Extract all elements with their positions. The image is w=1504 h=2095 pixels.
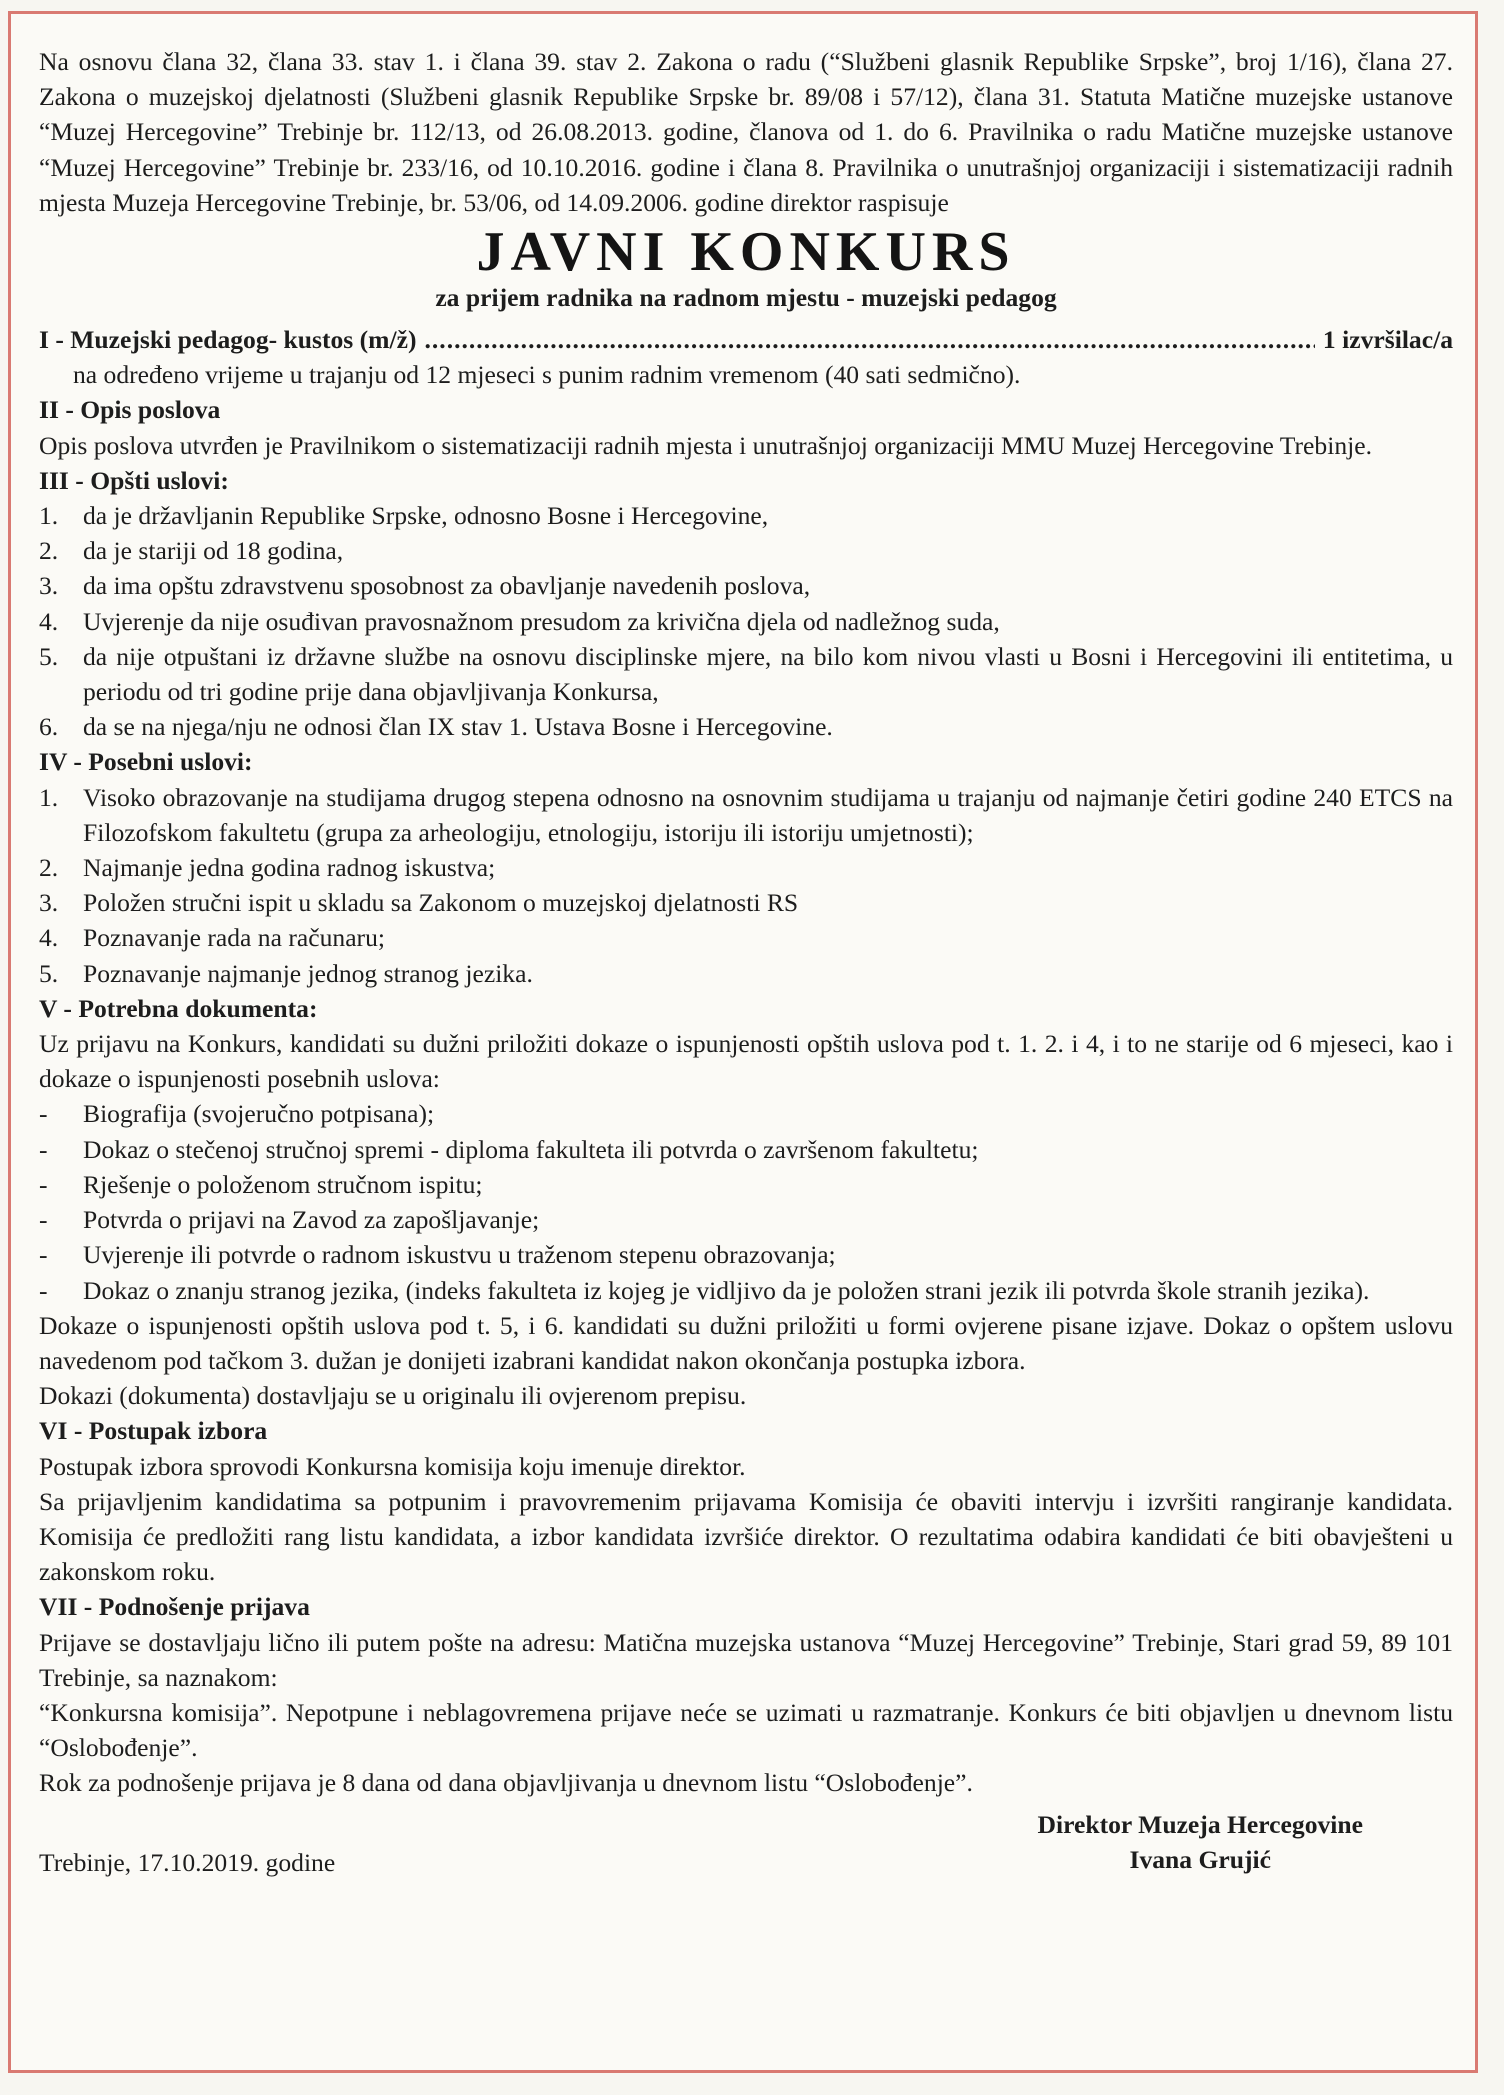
item-text: da je državljanin Republike Srpske, odnosno Bosne i Hercegovine, <box>83 501 769 531</box>
item-dash: - <box>39 1099 48 1129</box>
item-number: 2. <box>39 853 59 883</box>
item-text: Poznavanje najmanje jednog stranog jezika. <box>83 958 533 988</box>
place-and-date: Trebinje, 17.10.2019. godine <box>39 1847 336 1877</box>
item-dash: - <box>39 1169 48 1199</box>
page-subtitle: za prijem radnika na radnom mjestu - muzejski pedagog <box>435 283 1057 313</box>
page-title: JAVNI KONKURS <box>476 221 1016 284</box>
list-item <box>39 920 1453 955</box>
item-number: 2. <box>39 536 59 566</box>
item-dash: - <box>39 1205 48 1235</box>
item-number: 3. <box>39 888 59 918</box>
position-label: I - Muzejski pedagog- kustos (m/ž) <box>39 325 417 355</box>
item-dash: - <box>39 1240 48 1270</box>
section-7-paragraph-2: “Konkursna komisija”. Nepotpune i neblagovremena prijave neće se uzimati u razmatranje. Konkurs će biti objavljen u dnevnom listu “Oslobođenje”. <box>39 1697 1453 1763</box>
list-item <box>39 850 1453 885</box>
item-text: Najmanje jedna godina radnog iskustva; <box>83 853 496 883</box>
section-3-heading: III - Opšti uslovi: <box>39 465 229 495</box>
item-number: 5. <box>39 641 59 671</box>
list-item <box>39 568 1453 603</box>
section-6-paragraph-2: Sa prijavljenim kandidatima sa potpunim i pravovremenim prijavama Komisija će obaviti intervju i izvršiti rangiranje kandidata. Komisija će predložiti rang listu kandidata, a izbor kandidata izvršiće direktor. O rezultatima odabira kandidati će biti obavješteni u zakonskom roku. <box>39 1486 1453 1587</box>
list-item <box>39 498 1453 533</box>
section-4-heading: IV - Posebni uslovi: <box>39 747 253 777</box>
footer <box>39 1807 1453 1887</box>
section-5-heading: V - Potrebna dokumenta: <box>39 993 318 1023</box>
signature-title: Direktor Muzeja Hercegovine <box>1037 1809 1363 1839</box>
item-text: Biografija (svojeručno potpisana); <box>83 1099 435 1129</box>
signature-block <box>1037 1807 1363 1877</box>
list-item <box>39 1096 1453 1131</box>
section-5-outro-1: Dokaze o ispunjenosti opštih uslova pod t. 5, i 6. kandidati su dužni priložiti u formi ovjerene pisane izjave. Dokaz o opštem uslovu navedenom pod tačkom 3. dužan je donijeti izabrani kandidat nakon okončanja postupka izbora. <box>39 1310 1453 1375</box>
special-conditions-list <box>39 780 1453 991</box>
section-5-intro: Uz prijavu na Konkurs, kandidati su dužni priložiti dokaze o ispunjenosti opštih uslova pod t. 1. 2. i 4, i to ne starije od 6 mjeseci, kao i dokaze o ispunjenosti posebnih uslova: <box>39 1029 1453 1094</box>
list-item <box>39 533 1453 568</box>
list-item <box>39 639 1453 709</box>
section-7-heading: VII - Podnošenje prijava <box>39 1592 310 1622</box>
item-text: Uvjerenje da nije osuđivan pravosnažnom presudom za krivična djela od nadležnog suda, <box>83 606 1000 636</box>
item-dash: - <box>39 1134 48 1164</box>
signature-name: Ivana Grujić <box>1129 1844 1271 1874</box>
section-7-paragraph-3: Rok za podnošenje prijava je 8 dana od dana objavljivanja u dnevnom listu “Oslobođenje”. <box>39 1768 973 1798</box>
section-5-outro-2: Dokazi (dokumenta) dostavljaju se u originalu ili ovjerenom prepisu. <box>39 1381 747 1411</box>
item-text: Poznavanje rada na računaru; <box>83 923 385 953</box>
item-text: da je stariji od 18 godina, <box>83 536 344 566</box>
item-number: 1. <box>39 501 59 531</box>
item-text: Uvjerenje ili potvrde o radnom iskustvu u traženom stepenu obrazovanja; <box>83 1240 836 1270</box>
item-text: Potvrda o prijavi na Zavod za zapošljavanje; <box>83 1205 540 1235</box>
list-item <box>39 956 1453 991</box>
position-detail: na određeno vrijeme u trajanju od 12 mjeseci s punim radnim vremenom (40 sati sedmično). <box>73 360 1021 390</box>
list-item <box>39 1167 1453 1202</box>
list-item <box>39 1273 1453 1308</box>
item-number: 6. <box>39 712 59 742</box>
section-6-heading: VI - Postupak izbora <box>39 1416 268 1446</box>
item-dash: - <box>39 1275 48 1305</box>
section-2-heading: II - Opis poslova <box>39 395 221 425</box>
list-item <box>39 1202 1453 1237</box>
section-7-paragraph-1: Prijave se dostavljaju lično ili putem pošte na adresu: Matična muzejska ustanova “Muzej Hercegovine” Trebinje, Stari grad 59, 89 101 Trebinje, sa naznakom: <box>39 1627 1453 1692</box>
general-conditions-list <box>39 498 1453 744</box>
announcement-content <box>39 44 1453 1887</box>
position-count: 1 izvršilac/a <box>1322 325 1453 355</box>
item-text: Dokaz o znanju stranog jezika, (indeks fakulteta iz kojeg je vidljivo da je položen strani jezik ili potvrda škole stranih jezika). <box>83 1275 1370 1305</box>
item-text: Rješenje o položenom stručnom ispitu; <box>83 1169 483 1199</box>
section-6-paragraph-1: Postupak izbora sprovodi Konkursna komisija koju imenuje direktor. <box>39 1451 746 1481</box>
item-text: da se na njega/nju ne odnosi član IX stav 1. Ustava Bosne i Hercegovine. <box>83 712 833 742</box>
item-number: 4. <box>39 923 59 953</box>
list-item <box>39 1132 1453 1167</box>
list-item <box>39 780 1453 850</box>
list-item <box>39 885 1453 920</box>
item-text: Visoko obrazovanje na studijama drugog stepena odnosno na osnovnim studijama u trajanju od najmanje četiri godine 240 ETCS na Filozofskom fakultetu (grupa za arheologiju, etnologiju, istoriju ili istoriju umjetnosti); <box>83 782 1453 847</box>
list-item <box>39 1237 1453 1272</box>
section-2-text: Opis poslova utvrđen je Pravilnikom o sistematizaciji radnih mjesta i unutrašnjoj organizaciji MMU Muzej Hercegovine Trebinje. <box>39 430 1372 460</box>
item-text: Položen stručni ispit u skladu sa Zakonom o muzejskoj djelatnosti RS <box>83 888 799 918</box>
intro-paragraph: Na osnovu člana 32, člana 33. stav 1. i člana 39. stav 2. Zakona o radu (“Službeni glasnik Republike Srpske”, broj 1/16), člana 27. Zakona o muzejskoj djelatnosti (Službeni glasnik Republike Srpske br. 89/08 i 57/12), člana 31. Statuta Matične muzejske ustanove “Muzej Hercegovine” Trebinje br. 112/13, od 26.08.2013. godine, članova od 1. do 6. Pravilnika o radu Matične muzejske ustanove “Muzej Hercegovine” Trebinje br. 233/16, od 10.10.2016. godine i člana 8. Pravilnika o unutrašnjoj organizaciji i sistematizaciji radnih mjesta Muzeja Hercegovine Trebinje, br. 53/06, od 14.09.2006. godine direktor raspisuje <box>39 47 1453 217</box>
item-number: 4. <box>39 606 59 636</box>
item-text: da ima opštu zdravstvenu sposobnost za obavljanje navedenih poslova, <box>83 571 811 601</box>
item-number: 1. <box>39 782 59 812</box>
documents-list <box>39 1096 1453 1307</box>
list-item <box>39 604 1453 639</box>
item-number: 5. <box>39 958 59 988</box>
dot-leader <box>425 322 1315 357</box>
position-line <box>39 322 1453 357</box>
list-item <box>39 709 1453 744</box>
announcement-page <box>8 11 1478 2073</box>
item-number: 3. <box>39 571 59 601</box>
item-text: Dokaz o stečenoj stručnoj spremi - diploma fakulteta ili potvrda o završenom fakultetu; <box>83 1134 979 1164</box>
item-text: da nije otpuštani iz državne službe na osnovu disciplinske mjere, na bilo kom nivou vlasti u Bosni i Hercegovini ili entitetima, u periodu od tri godine prije dana objavljivanja Konkursa, <box>83 641 1453 707</box>
